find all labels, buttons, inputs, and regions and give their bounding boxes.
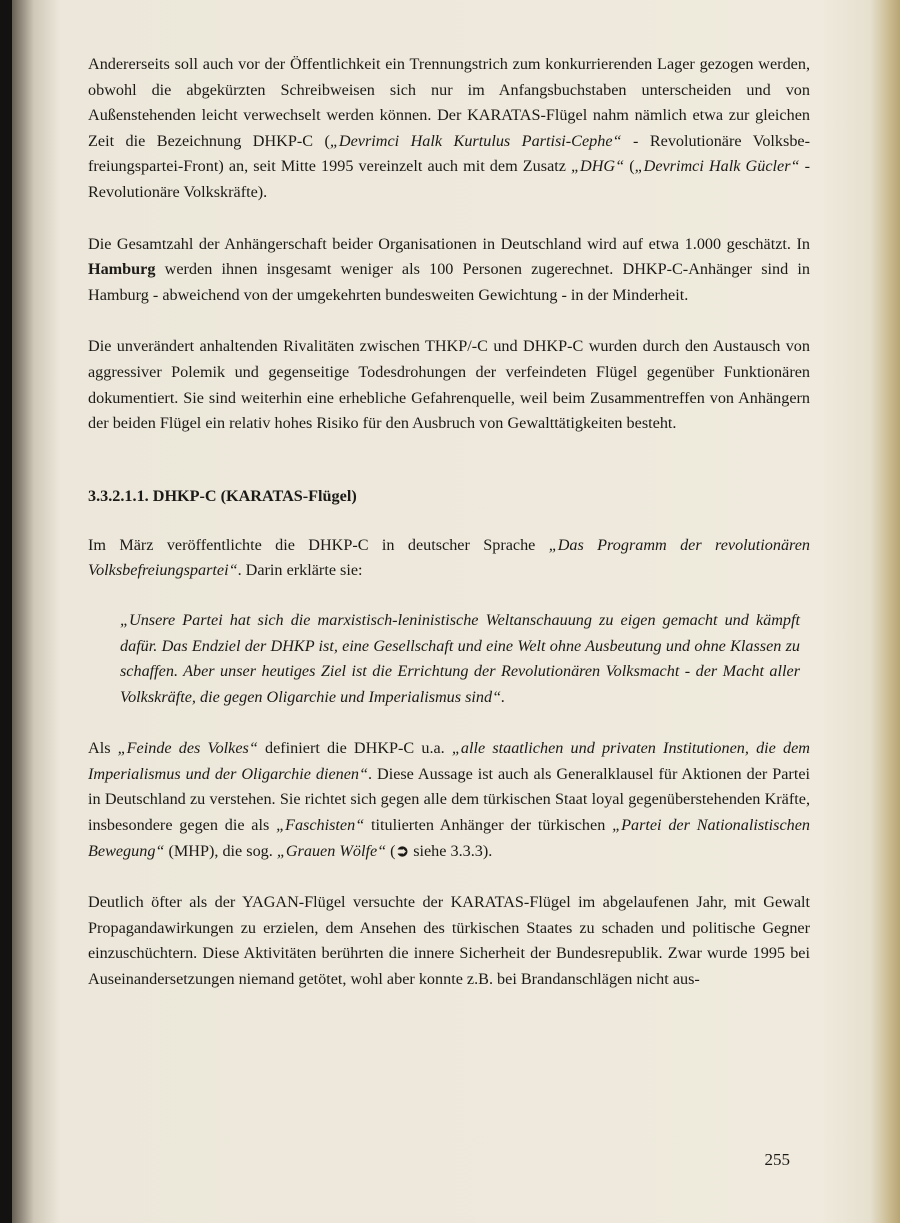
text-run: Die Gesamtzahl der Anhängerschaft beider Organisationen in Deutschland wird auf etwa 1.000 geschätzt. In bbox=[88, 234, 810, 253]
text-run: - Revolutionäre Volksbefreiungspartei-Front) an, seit Mitte 1995 vereinzelt auch mit dem Zusatz bbox=[88, 131, 810, 176]
paragraph-intro bbox=[88, 52, 810, 206]
text-run: siehe 3.3.3). bbox=[409, 841, 493, 860]
text-run: werden ihnen insgesamt weniger als 100 Personen zugerechnet. DHKP-C-Anhänger sind in Hamburg - abweichend von der umgekehrten bundesweiten Gewichtung - in der Minderheit. bbox=[88, 260, 810, 304]
text-run: . Diese Aussage ist auch als Generalklausel für Aktionen der Partei in Deutschland zu verstehen. Sie richtet sich gegen alle dem türkischen Staat loyal gegenüberstehenden Kräfte, insbesondere gegen die als bbox=[88, 764, 810, 835]
page-body bbox=[88, 52, 810, 993]
italic-term: „Faschisten“ bbox=[276, 816, 365, 835]
text-run: . Darin erklärte sie: bbox=[237, 561, 363, 580]
text-run: titulierten Anhänger der türkischen bbox=[364, 816, 613, 835]
programme-quote: „Unsere Partei hat sich die marxistisch-leninistische Weltanschauung zu eigen gemacht und kämpft dafür. Das Endziel der DHKP ist, eine Gesellschaft und eine Welt ohne Ausbeutung und ohne Klassen zu schaffen. Aber unser heutiges Ziel ist die Errichtung der Revolutionären Volksmacht - der Macht aller Volkskräfte, die gegen Oligarchie und Imperialismus sind“. bbox=[120, 610, 800, 706]
text-run: Andererseits soll auch vor der Öffentlichkeit ein Trennungstrich zum konkurrierenden Lager gezogen werden, obwohl die abgekürzten Schreibweisen sich nur im Anfangsbuchstaben unterscheiden und von Außenstehenden leicht verwechselt werden können. Der KARATAS-Flügel nahm nämlich etwa zur gleichen Zeit die Bezeichnung DHKP-C ( bbox=[88, 55, 810, 150]
italic-term: „Devrimci Halk Kurtulus Partisi-Cephe“ bbox=[329, 131, 622, 150]
italic-term: „Devrimci Halk Gücler“ bbox=[634, 157, 800, 176]
italic-term: „DHG“ bbox=[571, 157, 625, 176]
text-run: ( bbox=[386, 841, 396, 860]
italic-term: „Feinde des Volkes“ bbox=[117, 739, 258, 758]
text-run: Im März veröffentlichte die DHKP-C in deutscher Sprache bbox=[88, 535, 549, 554]
bold-term: Hamburg bbox=[88, 260, 156, 279]
paragraph-violence: Deutlich öfter als der YAGAN-Flügel versuchte der KARATAS-Flügel im abgelaufenen Jahr, mit Gewalt Propagandawirkungen zu erzielen, dem Ansehen des türkischen Staates zu schaden und politische Gegner einzuschüchtern. Diese Aktivitäten berührten die innere Sicherheit der Bundesrepublik. Zwar wurde 1995 bei Auseinandersetzungen niemand getötet, wohl aber konnte z.B. bei Brandanschlägen nicht aus- bbox=[88, 893, 810, 989]
text-run: ( bbox=[624, 157, 635, 176]
page-number: 255 bbox=[764, 1150, 790, 1169]
text-run: - Revolutionäre Volkskräfte). bbox=[88, 157, 810, 201]
paragraph-programme bbox=[88, 533, 810, 584]
italic-term: „Das Programm der revolutionären Volksbefreiungspartei“ bbox=[88, 535, 811, 580]
text-run: Als bbox=[88, 739, 118, 758]
paragraph-membership bbox=[88, 232, 810, 309]
italic-term: „alle staatlichen und privaten Institutionen, die dem Imperialismus und der Oligarchie dienen“ bbox=[88, 739, 810, 783]
text-run: definiert die DHKP-C u.a. bbox=[257, 739, 452, 758]
paragraph-rivalries: Die unverändert anhaltenden Rivalitäten zwischen THKP/-C und DHKP-C wurden durch den Austausch von aggressiver Polemik und gegenseitige Todesdrohungen der verfeindeten Flügel gegenüber Funktionären dokumentiert. Sie sind weiterhin eine erhebliche Gefahrenquelle, weil beim Zusammentreffen von Anhängern der beiden Flügel ein relativ hohes Risiko für den Ausbruch von Gewalttätigkeiten besteht. bbox=[88, 337, 810, 433]
section-heading: 3.3.2.1.1. DHKP-C (KARATAS-Flügel) bbox=[88, 486, 357, 505]
italic-term: „Grauen Wölfe“ bbox=[276, 841, 387, 860]
cross-reference-arrow-icon: ➲ bbox=[395, 841, 410, 860]
text-run: (MHP), die sog. bbox=[164, 841, 277, 860]
italic-term: „Partei der Nationalistischen Bewegung“ bbox=[88, 816, 811, 860]
paragraph-enemies bbox=[88, 736, 810, 864]
